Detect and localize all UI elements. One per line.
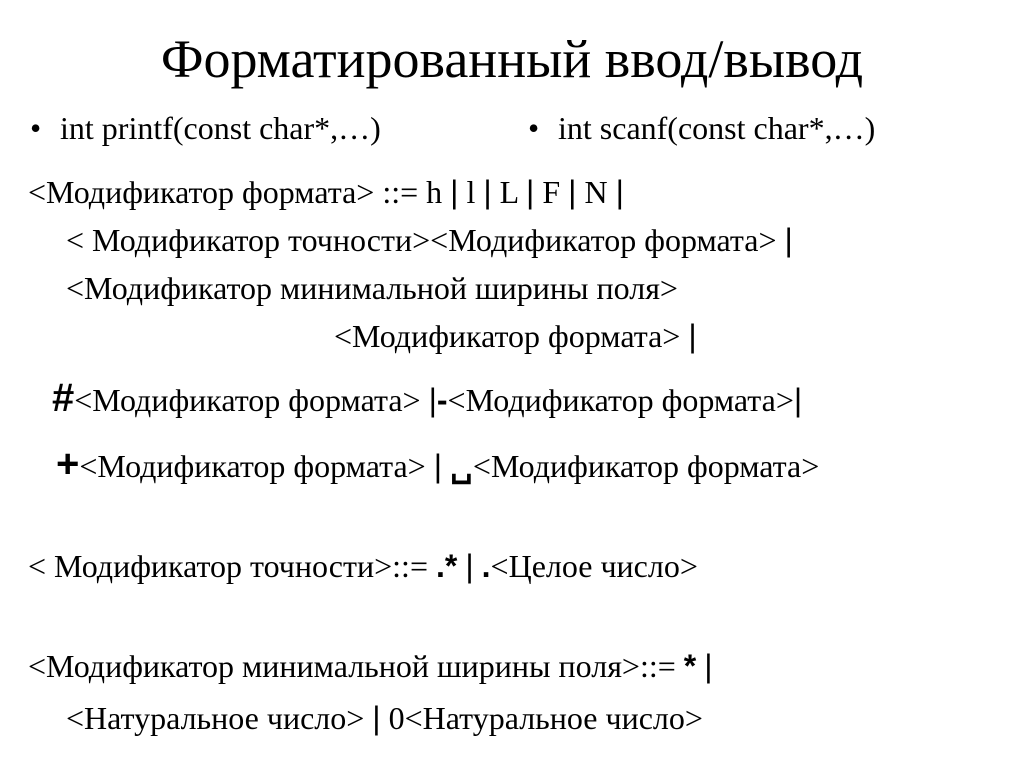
bullet-scanf bbox=[528, 108, 875, 148]
grammar-text: <Модификатор формата> bbox=[430, 222, 777, 258]
dot-symbol: . bbox=[481, 548, 491, 584]
hash-symbol: # bbox=[52, 376, 75, 420]
bullet-printf bbox=[30, 108, 381, 148]
pipe-symbol: | bbox=[704, 648, 713, 684]
grammar-line-format-3 bbox=[66, 268, 678, 308]
grammar-text: L bbox=[499, 174, 519, 210]
pipe-symbol: | bbox=[465, 548, 474, 584]
grammar-line-format-4 bbox=[334, 316, 697, 356]
grammar-text: < Модификатор точности> bbox=[66, 222, 431, 258]
grammar-text: <Модификатор формата> bbox=[79, 448, 426, 484]
star-symbol: * bbox=[683, 648, 697, 684]
grammar-line-width-2 bbox=[66, 698, 703, 738]
grammar-text: <Модификатор формата> bbox=[334, 318, 681, 354]
pipe-symbol: | bbox=[568, 174, 577, 210]
grammar-text: <Модификатор минимальной ширины поля>::= bbox=[28, 648, 684, 684]
pipe-symbol: | bbox=[688, 318, 697, 354]
grammar-text: <Целое число> bbox=[490, 548, 698, 584]
pipe-symbol: | bbox=[372, 700, 381, 736]
minus-symbol: - bbox=[436, 382, 448, 418]
dot-star-symbol: .* bbox=[435, 548, 458, 584]
pipe-symbol: | bbox=[450, 174, 459, 210]
grammar-text: 0<Натуральное число> bbox=[388, 700, 703, 736]
pipe-symbol: | bbox=[793, 382, 803, 418]
grammar-line-precision bbox=[28, 546, 698, 586]
pipe-symbol: | bbox=[483, 174, 492, 210]
pipe-symbol: | bbox=[784, 222, 793, 258]
bullet-text: int scanf(const char*,…) bbox=[558, 110, 876, 146]
pipe-symbol: | bbox=[615, 174, 624, 210]
grammar-line-format-1 bbox=[28, 172, 624, 212]
grammar-text: <Модификатор минимальной ширины поля> bbox=[66, 270, 678, 306]
bullet-marker: • bbox=[528, 110, 540, 146]
grammar-text: F bbox=[542, 174, 561, 210]
grammar-text: N bbox=[584, 174, 608, 210]
slide-title: Форматированный ввод/вывод bbox=[160, 29, 864, 89]
space-symbol: ␣ bbox=[450, 448, 473, 484]
grammar-text: < Модификатор точности>::= bbox=[28, 548, 436, 584]
pipe-symbol: | bbox=[428, 382, 437, 418]
pipe-symbol: | bbox=[433, 448, 442, 484]
bullet-marker: • bbox=[30, 110, 42, 146]
grammar-text: <Натуральное число> bbox=[66, 700, 365, 736]
grammar-line-format-2 bbox=[66, 220, 793, 260]
grammar-text: <Модификатор формата> bbox=[74, 382, 421, 418]
grammar-text: <Модификатор формата> bbox=[472, 448, 820, 484]
grammar-text: <Модификатор формата> bbox=[447, 382, 794, 418]
plus-symbol: + bbox=[56, 442, 80, 486]
bullet-text: int printf(const char*,…) bbox=[60, 110, 381, 146]
grammar-line-width-1 bbox=[28, 646, 713, 686]
pipe-symbol: | bbox=[526, 174, 535, 210]
grammar-line-plus-space bbox=[56, 444, 819, 486]
grammar-line-hash-minus bbox=[52, 378, 802, 420]
grammar-text: l bbox=[466, 174, 476, 210]
grammar-text: <Модификатор формата> ::= h bbox=[28, 174, 451, 210]
